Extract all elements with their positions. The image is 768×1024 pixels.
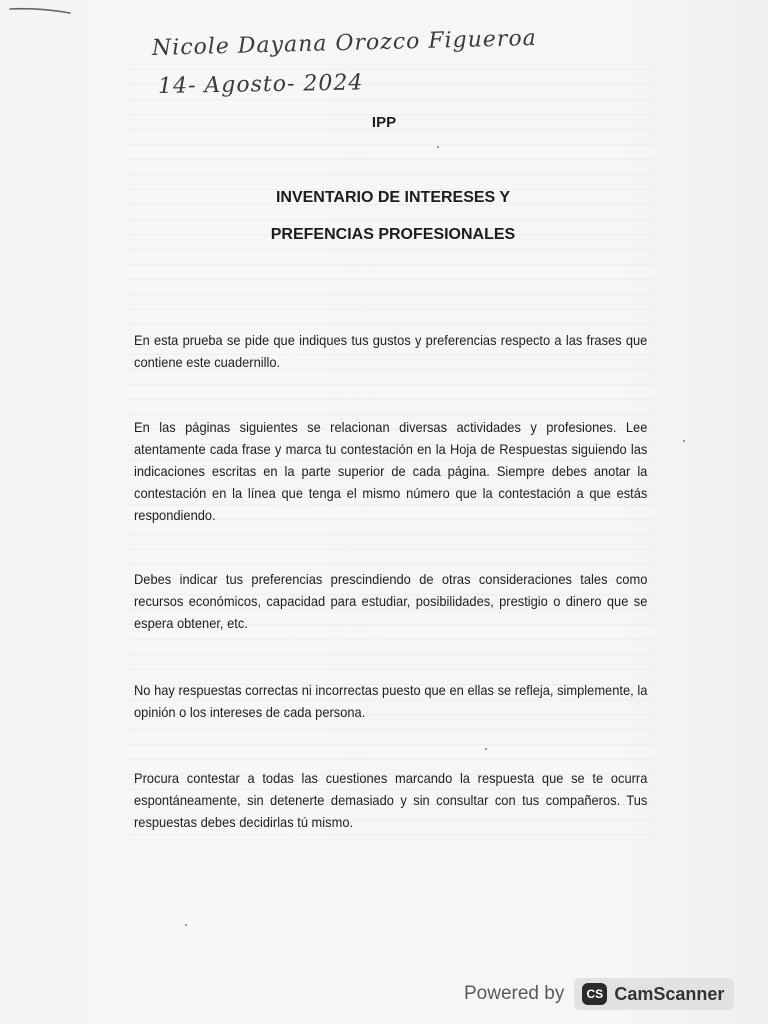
instruction-paragraph-2: En las páginas siguientes se relacionan diversas actividades y profesiones. Lee atentamente cada frase y marca tu contestación en la Hoja de Respuestas siguiendo las indicaciones escritas en la parte superior de cada página. Siempre debes anotar la contestación en la línea que tenga el mismo número que la contestación a que estás respondiendo. xyxy=(134,419,648,523)
pen-stroke-mark xyxy=(8,4,74,16)
document-title-line-1: INVENTARIO DE INTERESES Y xyxy=(275,189,511,206)
document-title-line-2: PREFENCIAS PROFESIONALES xyxy=(270,226,516,243)
powered-by-label: Powered by xyxy=(464,983,565,1004)
camscanner-badge xyxy=(574,978,734,1010)
handwritten-date: 14- Agosto- 2024 xyxy=(157,70,364,99)
handwritten-student-name: Nicole Dayana Orozco Figueroa xyxy=(151,25,538,61)
instruction-paragraph-3: Debes indicar tus preferencias prescindiendo de otras consideraciones tales como recursos económicos, capacidad para estudiar, posibilidades, prestigio o dinero que se espera obtener, etc. xyxy=(134,571,648,631)
instruction-paragraph-1: En esta prueba se pide que indiques tus gustos y preferencias respecto a las frases que contiene este cuadernillo. xyxy=(134,332,648,370)
scan-speck xyxy=(485,748,487,750)
test-code: IPP xyxy=(371,114,397,131)
instruction-paragraph-4: No hay respuestas correctas ni incorrectas puesto que en ellas se refleja, simplemente, la opinión o los intereses de cada persona. xyxy=(134,682,648,720)
camscanner-watermark xyxy=(464,974,734,1014)
scan-speck xyxy=(185,924,187,926)
scan-speck xyxy=(683,440,685,442)
camscanner-logo-icon: CS xyxy=(582,983,607,1005)
camscanner-brand-name: CamScanner xyxy=(614,983,725,1004)
scan-speck xyxy=(437,146,439,148)
instruction-paragraph-5: Procura contestar a todas las cuestiones marcando la respuesta que se te ocurra espontáneamente, sin detenerte demasiado y sin consultar con tus compañeros. Tus respuestas debes decidirlas tú mismo. xyxy=(134,770,648,830)
